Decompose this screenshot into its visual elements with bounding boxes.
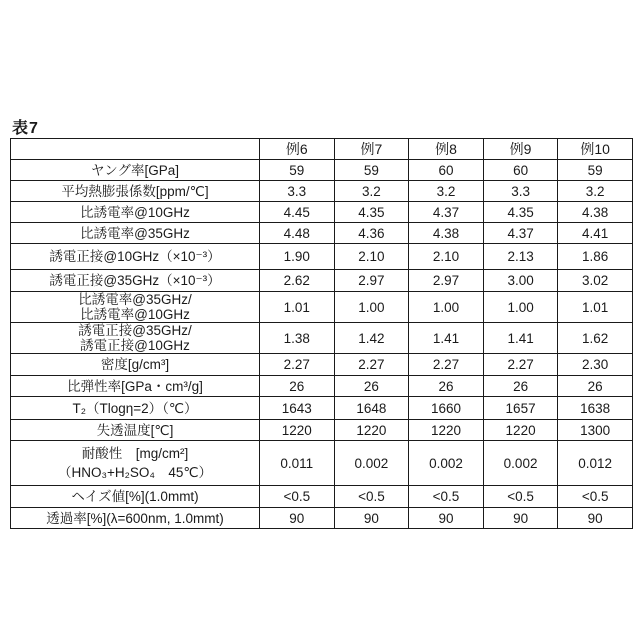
value-cell: 3.2	[334, 181, 409, 202]
table-row	[11, 508, 633, 529]
value-cell: 2.97	[334, 270, 409, 292]
value-cell: 2.97	[409, 270, 484, 292]
table-row	[11, 397, 633, 420]
value-cell: 4.45	[260, 202, 335, 223]
value-cell: 1.41	[409, 323, 484, 354]
table-row	[11, 441, 633, 486]
value-cell: 26	[260, 376, 335, 397]
value-cell: 90	[483, 508, 558, 529]
table-row	[11, 202, 633, 223]
value-cell: 3.3	[260, 181, 335, 202]
value-cell: 1220	[483, 420, 558, 441]
value-cell: 3.2	[558, 181, 633, 202]
value-cell: 2.30	[558, 354, 633, 376]
row-label: 比誘電率@10GHz	[11, 202, 260, 223]
table-caption: 表7	[12, 120, 39, 137]
value-cell: 1657	[483, 397, 558, 420]
table-row	[11, 244, 633, 270]
table-row	[11, 270, 633, 292]
value-cell: 59	[260, 160, 335, 181]
value-cell: 1300	[558, 420, 633, 441]
table-row	[11, 376, 633, 397]
value-cell: 2.13	[483, 244, 558, 270]
value-cell: 1220	[409, 420, 484, 441]
row-label: 誘電正接@35GHz（×10⁻³）	[11, 270, 260, 292]
value-cell: 90	[260, 508, 335, 529]
value-cell: 0.002	[483, 441, 558, 486]
row-label: 比弾性率[GPa・cm³/g]	[11, 376, 260, 397]
value-cell: 26	[483, 376, 558, 397]
value-cell: 60	[483, 160, 558, 181]
value-cell: 1.00	[334, 292, 409, 323]
value-cell: <0.5	[334, 486, 409, 508]
value-cell: <0.5	[260, 486, 335, 508]
row-label: 耐酸性 [mg/cm²] （HNO₃+H₂SO₄ 45℃）	[11, 441, 260, 486]
row-label: 失透温度[℃]	[11, 420, 260, 441]
value-cell: 1660	[409, 397, 484, 420]
value-cell: 0.012	[558, 441, 633, 486]
value-cell: 59	[558, 160, 633, 181]
table-row	[11, 486, 633, 508]
value-cell: 4.36	[334, 223, 409, 244]
table-row	[11, 223, 633, 244]
table-row	[11, 420, 633, 441]
column-header: 例9	[483, 139, 558, 160]
value-cell: <0.5	[558, 486, 633, 508]
value-cell: 4.37	[483, 223, 558, 244]
column-header: 例6	[260, 139, 335, 160]
value-cell: 26	[409, 376, 484, 397]
value-cell: 2.27	[409, 354, 484, 376]
value-cell: 1.42	[334, 323, 409, 354]
row-label: 比誘電率@35GHz/ 比誘電率@10GHz	[11, 292, 260, 323]
value-cell: 1.41	[483, 323, 558, 354]
value-cell: 4.41	[558, 223, 633, 244]
value-cell: <0.5	[483, 486, 558, 508]
value-cell: 59	[334, 160, 409, 181]
table-row	[11, 323, 633, 354]
value-cell: 1.01	[558, 292, 633, 323]
value-cell: 2.27	[334, 354, 409, 376]
value-cell: 90	[409, 508, 484, 529]
value-cell: 3.00	[483, 270, 558, 292]
value-cell: 0.011	[260, 441, 335, 486]
value-cell: 2.62	[260, 270, 335, 292]
value-cell: 26	[334, 376, 409, 397]
value-cell: 0.002	[334, 441, 409, 486]
value-cell: 4.48	[260, 223, 335, 244]
value-cell: 1.00	[483, 292, 558, 323]
row-label: 透過率[%](λ=600nm, 1.0mmt)	[11, 508, 260, 529]
row-label: 密度[g/cm³]	[11, 354, 260, 376]
table-row	[11, 181, 633, 202]
row-label: ヤング率[GPa]	[11, 160, 260, 181]
value-cell: 0.002	[409, 441, 484, 486]
row-label: T₂（Tlogη=2）（℃）	[11, 397, 260, 420]
value-cell: 2.10	[334, 244, 409, 270]
table-row	[11, 354, 633, 376]
value-cell: 1.01	[260, 292, 335, 323]
row-label: 誘電正接@35GHz/ 誘電正接@10GHz	[11, 323, 260, 354]
value-cell: 1.90	[260, 244, 335, 270]
value-cell: 2.27	[260, 354, 335, 376]
corner-cell	[11, 139, 260, 160]
properties-table	[10, 138, 633, 529]
value-cell: 1.38	[260, 323, 335, 354]
value-cell: 1.86	[558, 244, 633, 270]
column-header: 例10	[558, 139, 633, 160]
value-cell: 1.62	[558, 323, 633, 354]
value-cell: 90	[558, 508, 633, 529]
row-label: ヘイズ値[%](1.0mmt)	[11, 486, 260, 508]
value-cell: 26	[558, 376, 633, 397]
value-cell: 4.38	[409, 223, 484, 244]
table-row	[11, 160, 633, 181]
value-cell: 3.02	[558, 270, 633, 292]
value-cell: 1638	[558, 397, 633, 420]
value-cell: 90	[334, 508, 409, 529]
value-cell: 2.27	[483, 354, 558, 376]
value-cell: 3.3	[483, 181, 558, 202]
row-label: 平均熱膨張係数[ppm/℃]	[11, 181, 260, 202]
value-cell: 1648	[334, 397, 409, 420]
column-header: 例8	[409, 139, 484, 160]
table-header-row	[11, 139, 633, 160]
value-cell: 1220	[334, 420, 409, 441]
value-cell: 1220	[260, 420, 335, 441]
value-cell: 1.00	[409, 292, 484, 323]
value-cell: 4.38	[558, 202, 633, 223]
value-cell: 2.10	[409, 244, 484, 270]
value-cell: 4.35	[483, 202, 558, 223]
value-cell: 3.2	[409, 181, 484, 202]
table-row	[11, 292, 633, 323]
value-cell: 60	[409, 160, 484, 181]
value-cell: 1643	[260, 397, 335, 420]
column-header: 例7	[334, 139, 409, 160]
value-cell: <0.5	[409, 486, 484, 508]
value-cell: 4.35	[334, 202, 409, 223]
row-label: 比誘電率@35GHz	[11, 223, 260, 244]
value-cell: 4.37	[409, 202, 484, 223]
row-label: 誘電正接@10GHz（×10⁻³）	[11, 244, 260, 270]
